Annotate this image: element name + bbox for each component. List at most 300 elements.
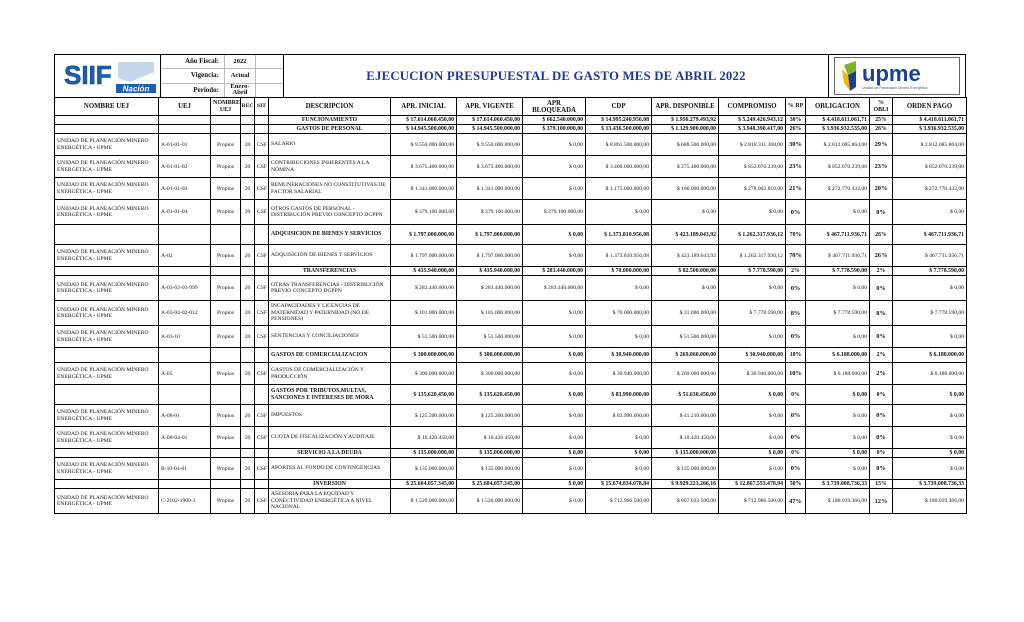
uej-name-cell: UNIDAD DE PLANEACIÓN MINERO ENERGÉTICA - UPME	[55, 326, 159, 348]
obligacion-percent-cell: 0%	[870, 458, 893, 480]
table-row	[55, 427, 967, 449]
inicial-cell: $ 300.000.000,00	[391, 363, 457, 385]
rp-percent-cell: 70%	[786, 245, 806, 267]
bloqueada-cell: $ 662.540.000,00	[523, 116, 586, 125]
description-cell: CONTRIBUCIONES INHERENTES A LA NÓMINA	[269, 156, 391, 178]
orden-pago-cell: $ 4.418.611.061,71	[893, 116, 967, 125]
uej-code-cell	[159, 348, 211, 363]
validity-row	[161, 69, 283, 83]
orden-pago-cell: $ 7.778.590,00	[893, 267, 967, 276]
uej-code-cell	[159, 225, 211, 245]
compromiso-cell: $ 712.966.500,00	[719, 489, 786, 514]
rp-percent-cell: 0%	[786, 427, 806, 449]
summary-row	[55, 385, 967, 405]
obligacion-percent-cell: 0%	[870, 326, 893, 348]
col-header: APR. VIGENTE	[457, 98, 523, 116]
uej-code-cell: A-08-01	[159, 405, 211, 427]
uej-name-cell	[55, 116, 159, 125]
siif-logo-text: SIIF	[63, 60, 112, 90]
obligacion-percent-cell: 0%	[870, 276, 893, 301]
uej-source-cell: Propios	[211, 276, 241, 301]
rp-percent-cell: 23%	[786, 156, 806, 178]
cdp-cell: $ 14.995.240.956,08	[586, 116, 652, 125]
rec-cell: 20	[241, 276, 255, 301]
vigente-cell: $ 435.940.000,00	[457, 267, 523, 276]
cdp-cell: $ 13.436.500.000,00	[586, 125, 652, 134]
compromiso-cell: $ 0,00	[719, 458, 786, 480]
fiscal-year-value: 2022	[224, 55, 256, 68]
vigente-cell: $ 135.000.000,00	[457, 449, 523, 458]
sit-cell	[255, 449, 269, 458]
disponible-cell: $ 31.000.000,00	[652, 301, 719, 326]
orden-pago-cell: $ 852.076.239,00	[893, 156, 967, 178]
col-header: % RP	[786, 98, 806, 116]
uej-source-cell: Propios	[211, 405, 241, 427]
col-header: APR. DISPONIBLE	[652, 98, 719, 116]
cdp-cell: $ 83.990.000,00	[586, 405, 652, 427]
bloqueada-cell: $ 0,00	[523, 134, 586, 156]
cdp-cell: $ 70.000.000,00	[586, 267, 652, 276]
obligacion-cell: $ 4.418.611.061,71	[806, 116, 870, 125]
uej-source-cell: Propios	[211, 178, 241, 200]
vigente-cell: $ 51.500.000,00	[457, 326, 523, 348]
uej-name-cell	[55, 480, 159, 489]
summary-row	[55, 449, 967, 458]
summary-row	[55, 116, 967, 125]
uej-name-cell	[55, 385, 159, 405]
col-header: CDP	[586, 98, 652, 116]
disponible-cell: $ 807.033.500,00	[652, 489, 719, 514]
vigente-cell: $ 9.550.000.000,00	[457, 134, 523, 156]
uej-source-cell	[211, 449, 241, 458]
inicial-cell: $ 51.500.000,00	[391, 326, 457, 348]
bloqueada-cell: $ 283.440.000,00	[523, 276, 586, 301]
uej-source-cell	[211, 348, 241, 363]
compromiso-cell: $ 3.948.390.417,00	[719, 125, 786, 134]
obligacion-cell: $ 7.778.590,00	[806, 267, 870, 276]
orden-pago-cell: $ 180.019.366,00	[893, 489, 967, 514]
inicial-cell: $ 1.341.000.000,00	[391, 178, 457, 200]
col-header: APR BLOQUEADA	[523, 98, 586, 116]
vigente-cell: $ 101.000.000,00	[457, 301, 523, 326]
inicial-cell: $ 135.000.000,00	[391, 449, 457, 458]
uej-code-cell: A-03-03-01-999	[159, 276, 211, 301]
description-cell: SENTENCIAS Y CONCILIACIONES	[269, 326, 391, 348]
rp-percent-cell: 0%	[786, 326, 806, 348]
compromiso-cell: $ 2.818.311.368,00	[719, 134, 786, 156]
description-cell: REMUNERACIONES NO CONSTITUTIVAS DE FACTOR SALARIAL	[269, 178, 391, 200]
sit-cell: CSF	[255, 301, 269, 326]
inicial-cell: $ 300.000.000,00	[391, 348, 457, 363]
sit-cell: CSF	[255, 200, 269, 225]
cdp-cell: $ 712.966.500,00	[586, 489, 652, 514]
uej-source-cell	[211, 480, 241, 489]
sit-cell: CSF	[255, 276, 269, 301]
upme-logo-sub: Unidad de Planeación Minero Energética	[862, 86, 928, 90]
disponible-cell: $ 82.500.000,00	[652, 267, 719, 276]
uej-code-cell: A-01-01-02	[159, 156, 211, 178]
vigente-cell: $ 135.620.450,00	[457, 385, 523, 405]
vigente-cell: $ 25.604.057.345,00	[457, 480, 523, 489]
table-row	[55, 245, 967, 267]
description-cell: IMPUESTOS	[269, 405, 391, 427]
vigente-cell: $ 300.000.000,00	[457, 363, 523, 385]
rec-cell: 20	[241, 405, 255, 427]
description-cell: SALARIO	[269, 134, 391, 156]
rec-cell	[241, 449, 255, 458]
bloqueada-cell: $ 0,00	[523, 489, 586, 514]
description-cell: INCAPACIDADES Y LICENCIAS DE MATERNIDAD Y PATERNIDAD (NO DE PENSIONES)	[269, 301, 391, 326]
orden-pago-cell: $ 0,00	[893, 405, 967, 427]
rp-percent-cell: 0%	[786, 385, 806, 405]
rec-cell: 20	[241, 489, 255, 514]
rec-cell	[241, 116, 255, 125]
description-cell: FUNCIONAMIENTO	[269, 116, 391, 125]
col-header: APR. INICIAL	[391, 98, 457, 116]
col-header: NOMBRE UEJ	[55, 98, 159, 116]
disponible-cell: $ 9.929.223.266,16	[652, 480, 719, 489]
rp-percent-cell: 0%	[786, 200, 806, 225]
obligacion-percent-cell: 2%	[870, 363, 893, 385]
fiscal-year-label: Año Fiscal:	[184, 57, 219, 65]
description-cell: TRANSFERENCIAS	[269, 267, 391, 276]
summary-row	[55, 125, 967, 134]
cdp-cell: $ 1.373.810.956,08	[586, 245, 652, 267]
vigente-cell: $ 125.200.000,00	[457, 405, 523, 427]
disponible-cell: $ 166.000.000,00	[652, 178, 719, 200]
col-header: DESCRIPCION	[269, 98, 391, 116]
uej-name-cell: UNIDAD DE PLANEACIÓN MINERO ENERGÉTICA - UPME	[55, 134, 159, 156]
rec-cell: 20	[241, 326, 255, 348]
summary-row	[55, 348, 967, 363]
rp-percent-cell: 50%	[786, 480, 806, 489]
description-cell: SERVICIO A LA DEUDA	[269, 449, 391, 458]
period-row	[161, 84, 283, 97]
table-row	[55, 326, 967, 348]
inicial-cell: $ 3.675.400.000,00	[391, 156, 457, 178]
orden-pago-cell: $ 0,00	[893, 326, 967, 348]
obligacion-percent-cell: 20%	[870, 178, 893, 200]
table-row	[55, 301, 967, 326]
uej-code-cell: A-03-04-02-012	[159, 301, 211, 326]
cdp-cell: $ 0,00	[586, 427, 652, 449]
cdp-cell: $ 0,00	[586, 326, 652, 348]
inicial-cell: $ 9.550.000.000,00	[391, 134, 457, 156]
obligacion-cell: $ 6.188.000,00	[806, 363, 870, 385]
compromiso-cell: $ 5.249.426.943,12	[719, 116, 786, 125]
bloqueada-cell: $ 0,00	[523, 245, 586, 267]
bloqueada-cell: $ 379.100.000,00	[523, 200, 586, 225]
uej-name-cell: UNIDAD DE PLANEACIÓN MINERO ENERGÉTICA - UPME	[55, 363, 159, 385]
uej-name-cell: UNIDAD DE PLANEACIÓN MINERO ENERGÉTICA - UPME	[55, 458, 159, 480]
bloqueada-cell: $ 379.100.000,00	[523, 125, 586, 134]
upme-logo	[829, 55, 965, 97]
cdp-cell: $ 0,00	[586, 276, 652, 301]
vigente-cell: $ 17.614.060.450,00	[457, 116, 523, 125]
budget-table	[54, 97, 967, 514]
compromiso-cell: $ 0,00	[719, 427, 786, 449]
obligacion-cell: $ 0,00	[806, 200, 870, 225]
compromiso-cell: $ 30.940.000,00	[719, 348, 786, 363]
uej-code-cell: A-01-01-03	[159, 178, 211, 200]
obligacion-percent-cell: 26%	[870, 125, 893, 134]
rp-percent-cell: 47%	[786, 489, 806, 514]
bloqueada-cell: $ 0,00	[523, 363, 586, 385]
uej-name-cell	[55, 348, 159, 363]
col-header: SIT	[255, 98, 269, 116]
siif-logo-graphic	[58, 58, 158, 94]
bloqueada-cell: $ 0,00	[523, 405, 586, 427]
inicial-cell: $ 17.614.060.450,00	[391, 116, 457, 125]
inicial-cell: $ 125.200.000,00	[391, 405, 457, 427]
rec-cell: 20	[241, 427, 255, 449]
sit-cell	[255, 267, 269, 276]
cdp-cell: $ 3.400.000.000,00	[586, 156, 652, 178]
col-header: ORDEN PAGO	[893, 98, 967, 116]
description-cell: CUOTA DE FISCALIZACIÓN Y AUDITAJE	[269, 427, 391, 449]
period-value: Enero-Abril	[224, 84, 256, 97]
obligacion-cell: $ 0,00	[806, 405, 870, 427]
vigente-cell: $ 1.341.000.000,00	[457, 178, 523, 200]
sit-cell: CSF	[255, 245, 269, 267]
rp-percent-cell: 2%	[786, 267, 806, 276]
description-cell: GASTOS DE COMERCIALIZACIÓN Y PRODUCCIÓN	[269, 363, 391, 385]
rp-percent-cell: 0%	[786, 405, 806, 427]
rec-cell: 20	[241, 134, 255, 156]
rec-cell	[241, 125, 255, 134]
disponible-cell: $ 423.189.043,92	[652, 225, 719, 245]
uej-code-cell	[159, 449, 211, 458]
sit-cell: CSF	[255, 458, 269, 480]
inicial-cell: $ 379.100.000,00	[391, 200, 457, 225]
uej-code-cell	[159, 480, 211, 489]
report-meta	[161, 55, 284, 97]
uej-code-cell	[159, 125, 211, 134]
compromiso-cell: $ 0,00	[719, 449, 786, 458]
description-cell: OTROS GASTOS DE PERSONAL - DISTRIBUCIÓN PREVIO CONCEPTO DGPPN	[269, 200, 391, 225]
uej-name-cell	[55, 449, 159, 458]
uej-name-cell: UNIDAD DE PLANEACIÓN MINERO ENERGÉTICA - UPME	[55, 245, 159, 267]
rec-cell: 20	[241, 156, 255, 178]
obligacion-percent-cell: 15%	[870, 480, 893, 489]
disponible-cell: $ 51.500.000,00	[652, 326, 719, 348]
disponible-cell: $ 135.000.000,00	[652, 449, 719, 458]
rp-percent-cell: 0%	[786, 458, 806, 480]
compromiso-cell: $ 0,00	[719, 405, 786, 427]
inicial-cell: $ 1.797.000.000,00	[391, 225, 457, 245]
uej-source-cell: Propios	[211, 245, 241, 267]
bloqueada-cell: $ 0,00	[523, 348, 586, 363]
vigente-cell: $ 1.520.000.000,00	[457, 489, 523, 514]
vigente-cell: $ 14.945.500.000,00	[457, 125, 523, 134]
rec-cell	[241, 348, 255, 363]
col-header: REC	[241, 98, 255, 116]
report-title: EJECUCION PRESUPUESTAL DE GASTO MES DE ABRIL 2022	[284, 55, 829, 97]
obligacion-percent-cell: 12%	[870, 489, 893, 514]
bloqueada-cell: $ 0,00	[523, 301, 586, 326]
rp-percent-cell: 30%	[786, 134, 806, 156]
sit-cell: CSF	[255, 489, 269, 514]
rec-cell: 20	[241, 178, 255, 200]
inicial-cell: $ 283.440.000,00	[391, 276, 457, 301]
inicial-cell: $ 1.797.000.000,00	[391, 245, 457, 267]
col-header: UEJ	[159, 98, 211, 116]
description-cell: ADQUISICION DE BIENES Y SERVICIOS	[269, 225, 391, 245]
rp-percent-cell: 21%	[786, 178, 806, 200]
cdp-cell: $ 30.940.000,00	[586, 363, 652, 385]
cdp-cell: $ 0,00	[586, 200, 652, 225]
uej-source-cell: Propios	[211, 489, 241, 514]
inicial-cell: $ 25.604.057.345,00	[391, 480, 457, 489]
inicial-cell: $ 1.520.000.000,00	[391, 489, 457, 514]
rp-percent-cell: 30%	[786, 116, 806, 125]
obligacion-cell: $ 272.770.432,00	[806, 178, 870, 200]
vigente-cell: $ 3.675.400.000,00	[457, 156, 523, 178]
bloqueada-cell: $ 0,00	[523, 449, 586, 458]
uej-name-cell	[55, 125, 159, 134]
col-header: OBLIGACION	[806, 98, 870, 116]
cdp-cell: $ 15.674.834.078,84	[586, 480, 652, 489]
uej-code-cell: A-01-01-01	[159, 134, 211, 156]
vigente-cell: $ 10.420.450,00	[457, 427, 523, 449]
uej-name-cell: UNIDAD DE PLANEACIÓN MINERO ENERGÉTICA - UPME	[55, 427, 159, 449]
uej-code-cell: A-02	[159, 245, 211, 267]
disponible-cell: $ 10.420.450,00	[652, 427, 719, 449]
summary-row	[55, 225, 967, 245]
cdp-cell: $ 1.373.810.956,08	[586, 225, 652, 245]
cdp-cell: $ 30.940.000,00	[586, 348, 652, 363]
sit-cell	[255, 348, 269, 363]
inicial-cell: $ 435.940.000,00	[391, 267, 457, 276]
sit-cell: CSF	[255, 363, 269, 385]
compromiso-cell: $ 852.076.239,00	[719, 156, 786, 178]
sit-cell	[255, 225, 269, 245]
rp-percent-cell: 26%	[786, 125, 806, 134]
uej-source-cell: Propios	[211, 427, 241, 449]
orden-pago-cell: $ 0,00	[893, 427, 967, 449]
uej-name-cell	[55, 267, 159, 276]
compromiso-cell: $ 0,00	[719, 200, 786, 225]
report-header	[54, 54, 966, 97]
description-cell: GASTOS DE PERSONAL	[269, 125, 391, 134]
description-cell: GASTOS POR TRIBUTOS,MULTAS, SANCIONES E INTERESES DE MORA	[269, 385, 391, 405]
description-cell: OTRAS TRANSFERENCIAS - DISTRIBUCIÓN PREVIO CONCEPTO DGPPN	[269, 276, 391, 301]
obligacion-cell: $ 3.739.008.736,33	[806, 480, 870, 489]
table-row	[55, 405, 967, 427]
obligacion-percent-cell: 26%	[870, 245, 893, 267]
validity-value: Actual	[224, 69, 256, 82]
uej-source-cell: Propios	[211, 156, 241, 178]
disponible-cell: $ 1.956.279.493,92	[652, 116, 719, 125]
bloqueada-cell: $ 283.440.000,00	[523, 267, 586, 276]
rec-cell: 20	[241, 245, 255, 267]
vigente-cell: $ 1.797.000.000,00	[457, 245, 523, 267]
uej-source-cell	[211, 225, 241, 245]
uej-source-cell: Propios	[211, 200, 241, 225]
rp-percent-cell: 0%	[786, 449, 806, 458]
sit-cell: CSF	[255, 405, 269, 427]
uej-source-cell	[211, 125, 241, 134]
disponible-cell: $ 1.129.900.000,00	[652, 125, 719, 134]
vigente-cell: $ 135.000.000,00	[457, 458, 523, 480]
obligacion-cell: $ 0,00	[806, 427, 870, 449]
orden-pago-cell: $ 272.770.432,00	[893, 178, 967, 200]
orden-pago-cell: $ 2.812.085.864,00	[893, 134, 967, 156]
description-cell: ASESORIA PARA LA EQUIDAD Y CONECTIVIDAD ENERGÉTICA A NIVEL NACIONAL	[269, 489, 391, 514]
period-label: Periodo:	[193, 85, 219, 94]
sit-cell	[255, 116, 269, 125]
uej-code-cell	[159, 267, 211, 276]
cdp-cell: $ 0,00	[586, 458, 652, 480]
disponible-cell: $ 275.400.000,00	[652, 156, 719, 178]
sit-cell: CSF	[255, 178, 269, 200]
obligacion-percent-cell: 0%	[870, 385, 893, 405]
rp-percent-cell: 10%	[786, 363, 806, 385]
uej-name-cell: UNIDAD DE PLANEACIÓN MINERO ENERGÉTICA - UPME	[55, 276, 159, 301]
rp-percent-cell: 70%	[786, 225, 806, 245]
rec-cell	[241, 480, 255, 489]
compromiso-cell: $ 7.778.590,00	[719, 267, 786, 276]
orden-pago-cell: $ 0,00	[893, 385, 967, 405]
obligacion-percent-cell: 0%	[870, 427, 893, 449]
obligacion-cell: $ 6.188.000,00	[806, 348, 870, 363]
sit-cell: CSF	[255, 156, 269, 178]
bloqueada-cell: $ 0,00	[523, 156, 586, 178]
rp-percent-cell: 0%	[786, 276, 806, 301]
orden-pago-cell: $ 0,00	[893, 200, 967, 225]
fiscal-year-row	[161, 55, 283, 69]
uej-code-cell: A-01-01-04	[159, 200, 211, 225]
cdp-cell: $ 70.000.000,00	[586, 301, 652, 326]
bloqueada-cell: $ 0,00	[523, 458, 586, 480]
uej-code-cell: B-10-04-01	[159, 458, 211, 480]
obligacion-percent-cell: 0%	[870, 449, 893, 458]
compromiso-cell: $ 12.867.553.478,94	[719, 480, 786, 489]
rec-cell	[241, 225, 255, 245]
obligacion-cell: $ 467.711.936,71	[806, 225, 870, 245]
bloqueada-cell: $ 0,00	[523, 225, 586, 245]
sit-cell	[255, 480, 269, 489]
budget-report-sheet	[54, 54, 966, 514]
rec-cell: 20	[241, 301, 255, 326]
upme-logo-graphic	[834, 57, 960, 95]
description-cell: ADQUISICIÓN DE BIENES Y SERVICIOS	[269, 245, 391, 267]
table-header-row	[55, 98, 967, 116]
orden-pago-cell: $ 467.711.936,71	[893, 245, 967, 267]
disponible-cell: $ 269.060.000,00	[652, 363, 719, 385]
cdp-cell: $ 83.990.000,00	[586, 385, 652, 405]
obligacion-percent-cell: 0%	[870, 405, 893, 427]
inicial-cell: $ 101.000.000,00	[391, 301, 457, 326]
rec-cell	[241, 385, 255, 405]
compromiso-cell: $ 0,00	[719, 276, 786, 301]
rec-cell: 20	[241, 200, 255, 225]
orden-pago-cell: $ 467.711.936,71	[893, 225, 967, 245]
col-header: % OBLI	[870, 98, 893, 116]
uej-name-cell: UNIDAD DE PLANEACIÓN MINERO ENERGÉTICA - UPME	[55, 405, 159, 427]
obligacion-cell: $ 467.711.936,71	[806, 245, 870, 267]
table-row	[55, 363, 967, 385]
uej-source-cell: Propios	[211, 134, 241, 156]
uej-source-cell: Propios	[211, 301, 241, 326]
description-cell: APORTES AL FONDO DE CONTINGENCIAS	[269, 458, 391, 480]
compromiso-cell: $ 1.262.317.936,12	[719, 245, 786, 267]
orden-pago-cell: $ 3.739.008.736,33	[893, 480, 967, 489]
uej-code-cell	[159, 385, 211, 405]
disponible-cell: $ 0,00	[652, 276, 719, 301]
inicial-cell: $ 135.000.000,00	[391, 458, 457, 480]
rp-percent-cell: 8%	[786, 301, 806, 326]
